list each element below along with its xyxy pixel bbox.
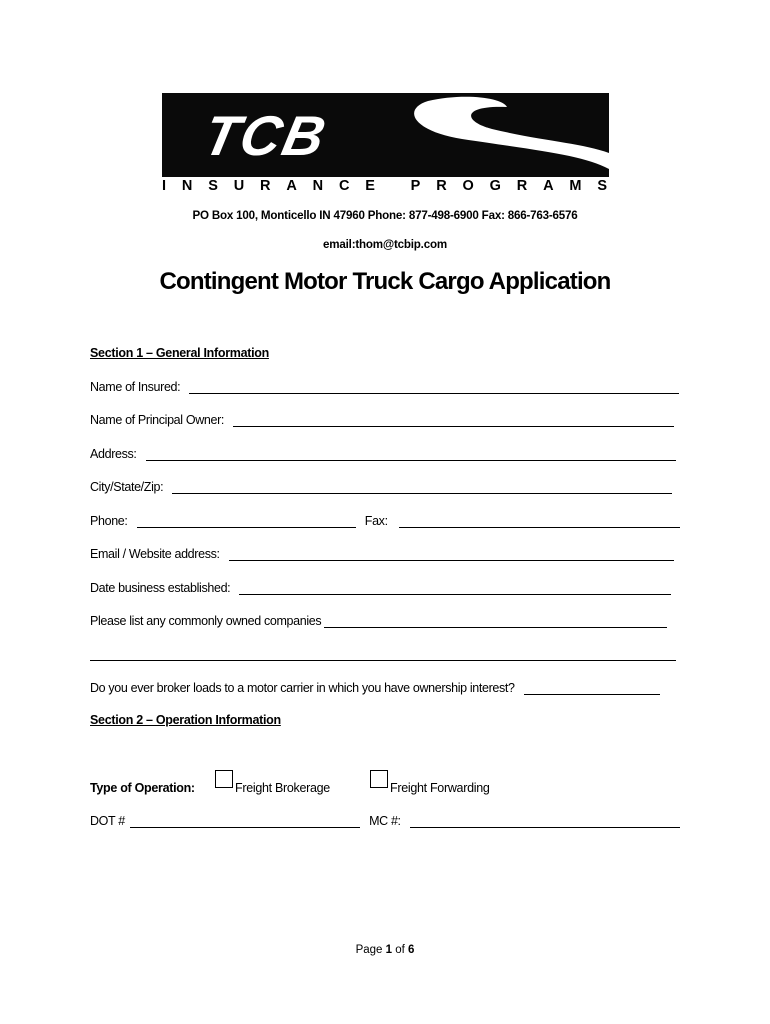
page-number — [0, 944, 770, 956]
phone-fax-row — [90, 514, 680, 532]
section1-heading: Section 1 – General Information — [90, 346, 269, 360]
dot-field[interactable] — [130, 814, 360, 828]
freight-brokerage-label: Freight Brokerage — [235, 781, 330, 795]
owned-companies-continuation-row — [90, 647, 680, 665]
dot-mc-row — [90, 814, 680, 832]
name-of-insured-label: Name of Insured: — [90, 380, 181, 394]
email-website-label: Email / Website address: — [90, 547, 220, 561]
mc-label: MC #: — [369, 814, 401, 828]
fax-field[interactable] — [399, 514, 680, 528]
owned-companies-field-2[interactable] — [90, 647, 676, 661]
logo-name: TCB — [198, 104, 333, 167]
broker-question-field[interactable] — [524, 681, 660, 695]
freight-forwarding-label: Freight Forwarding — [390, 781, 490, 795]
page-current: 1 — [385, 944, 393, 956]
date-established-row — [90, 581, 680, 599]
address-field[interactable] — [146, 447, 676, 461]
city-state-zip-row — [90, 480, 680, 498]
principal-owner-field[interactable] — [233, 413, 674, 427]
email-website-row — [90, 547, 680, 565]
freight-brokerage-checkbox[interactable] — [215, 770, 233, 788]
page-word: Page — [355, 944, 383, 956]
tcb-insurance-programs-logo — [162, 93, 609, 193]
page-total: 6 — [408, 944, 415, 956]
address-row — [90, 447, 680, 465]
principal-owner-row — [90, 413, 680, 431]
owned-companies-field[interactable] — [324, 614, 667, 628]
contact-address-line: PO Box 100, Monticello IN 47960 Phone: 877-498-6900 Fax: 866-763-6576 — [192, 209, 578, 222]
section2-heading: Section 2 – Operation Information — [90, 713, 281, 727]
broker-question-row — [90, 681, 680, 699]
address-label: Address: — [90, 447, 137, 461]
type-of-operation-row — [90, 770, 680, 796]
city-state-zip-field[interactable] — [172, 480, 672, 494]
owned-companies-label: Please list any commonly owned companies — [90, 614, 322, 628]
date-established-field[interactable] — [239, 581, 671, 595]
phone-field[interactable] — [137, 514, 356, 528]
type-of-operation-label: Type of Operation: — [90, 781, 195, 795]
name-of-insured-row — [90, 380, 680, 398]
phone-label: Phone: — [90, 514, 128, 528]
owned-companies-row — [90, 614, 680, 632]
logo-graphic — [162, 93, 609, 193]
freight-forwarding-checkbox[interactable] — [370, 770, 388, 788]
page-title: Contingent Motor Truck Cargo Application — [159, 268, 611, 295]
broker-question-label: Do you ever broker loads to a motor carrier in which you have ownership interest? — [90, 681, 515, 695]
mc-field[interactable] — [410, 814, 680, 828]
email-website-field[interactable] — [229, 547, 674, 561]
principal-owner-label: Name of Principal Owner: — [90, 413, 225, 427]
logo-tagline: INSURANCE PROGRAMS — [162, 178, 607, 193]
date-established-label: Date business established: — [90, 581, 231, 595]
fax-label: Fax: — [364, 514, 388, 528]
of-word: of — [395, 944, 405, 956]
dot-label: DOT # — [90, 814, 125, 828]
contact-email-line: email:thom@tcbip.com — [323, 238, 447, 251]
name-of-insured-field[interactable] — [189, 380, 679, 394]
city-state-zip-label: City/State/Zip: — [90, 480, 164, 494]
